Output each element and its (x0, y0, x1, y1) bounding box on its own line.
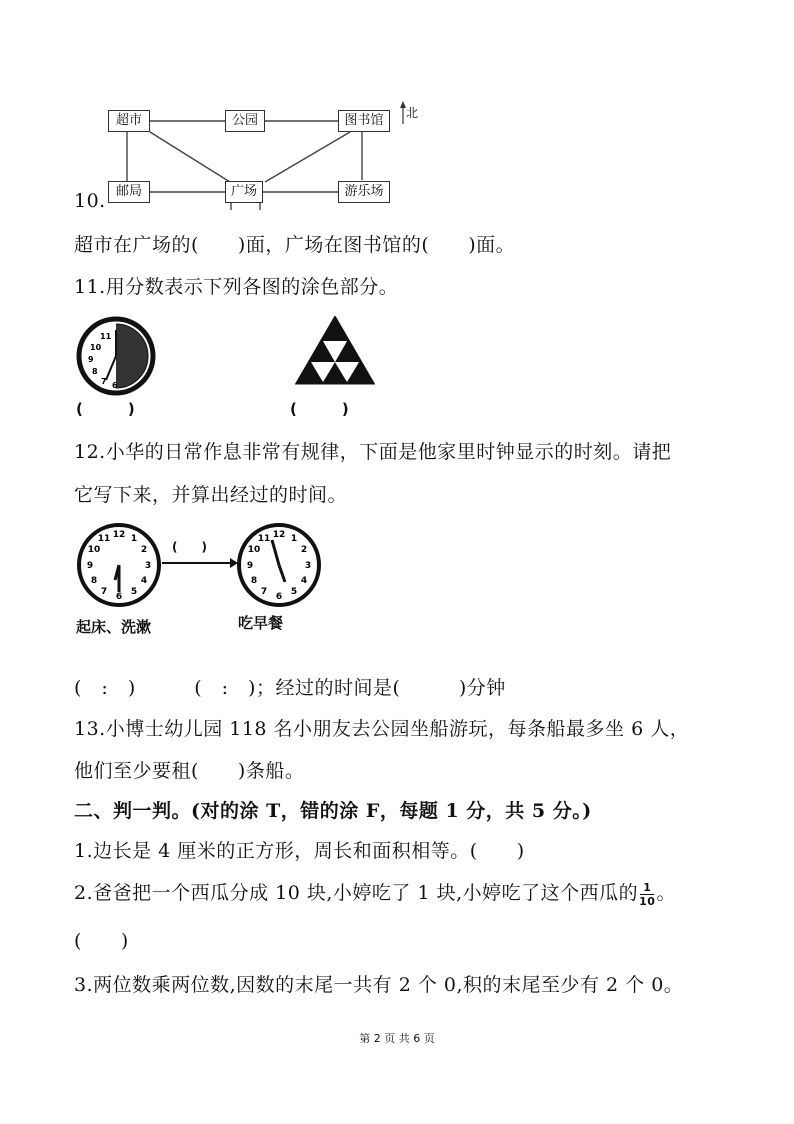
north-label: 北 (406, 106, 419, 120)
q12-text-line1: 12.小华的日常作息非常有规律，下面是他家里时钟显示的时刻。请把 (74, 441, 672, 463)
map-figure (100, 100, 420, 210)
judge-2-text: 2.爸爸把一个西瓜分成 10 块,小婷吃了 1 块,小婷吃了这个西瓜的 (74, 882, 639, 904)
judge-2 (74, 878, 676, 907)
svg-text:4: 4 (300, 576, 308, 586)
q12-answer-line[interactable]: ( : ) ( : )；经过的时间是( )分钟 (74, 677, 506, 699)
svg-text:5: 5 (130, 587, 138, 597)
q10-number: 10. (74, 190, 106, 212)
svg-text:10: 10 (247, 545, 261, 555)
map-place-post-office: 邮局 (108, 181, 150, 203)
svg-text:7: 7 (260, 587, 268, 597)
fraction-numerator: 1 (643, 880, 652, 894)
q11-text: 11.用分数表示下列各图的涂色部分。 (74, 276, 399, 298)
fraction-one-tenth (639, 882, 655, 907)
fraction-denominator: 10 (639, 894, 656, 908)
svg-text:8: 8 (92, 367, 98, 376)
svg-text:8: 8 (90, 576, 98, 586)
svg-text:7: 7 (100, 587, 108, 597)
svg-text:10: 10 (90, 343, 102, 352)
page-footer: 第 2 页 共 6 页 (359, 1032, 435, 1045)
map-place-park: 公园 (225, 110, 265, 132)
clock-label-breakfast: 吃早餐 (238, 614, 284, 632)
map-place-playground: 游乐场 (338, 181, 390, 203)
section2-title: 二、判一判。(对的涂 T，错的涂 F，每题 1 分，共 5 分。) (74, 800, 592, 822)
map-place-square: 广场 (225, 181, 263, 203)
judge-2-end: 。 (656, 882, 676, 904)
judge-1: 1.边长是 4 厘米的正方形，周长和面积相等。( ) (74, 840, 525, 862)
svg-text:12: 12 (272, 530, 286, 540)
svg-text:9: 9 (86, 561, 94, 571)
svg-text:8: 8 (250, 576, 258, 586)
shaded-triangle-figure (295, 316, 375, 386)
svg-text:10: 10 (87, 545, 101, 555)
q10-text: 超市在广场的( )面，广场在图书馆的( )面。 (74, 234, 516, 256)
svg-text:11: 11 (257, 534, 271, 544)
svg-text:6: 6 (115, 592, 123, 602)
svg-text:11: 11 (100, 332, 112, 341)
judge-3: 3.两位数乘两位数,因数的末尾一共有 2 个 0,积的末尾至少有 2 个 0。 (74, 974, 684, 996)
svg-text:5: 5 (290, 587, 298, 597)
q13-text-line1: 13.小博士幼儿园 118 名小朋友去公园坐船游玩，每条船最多坐 6 人， (74, 718, 690, 740)
svg-text:1: 1 (290, 534, 298, 544)
svg-text:1: 1 (130, 534, 138, 544)
svg-text:7: 7 (101, 377, 107, 386)
clock-breakfast (236, 522, 322, 608)
svg-text:3: 3 (144, 561, 152, 571)
svg-text:2: 2 (300, 545, 308, 555)
svg-text:3: 3 (304, 561, 312, 571)
svg-text:6: 6 (112, 381, 118, 390)
svg-text:9: 9 (88, 355, 94, 364)
clock-label-wakeup: 起床、洗漱 (76, 618, 152, 636)
svg-text:9: 9 (246, 561, 254, 571)
svg-text:2: 2 (140, 545, 148, 555)
svg-text:4: 4 (140, 576, 148, 586)
judge-2-blank[interactable]: ( ) (74, 930, 129, 952)
q12-text-line2: 它写下来，并算出经过的时间。 (74, 484, 348, 506)
arrow-blank[interactable]: ( ) (172, 540, 207, 554)
shaded-clock-figure (76, 316, 156, 396)
map-place-library: 图书馆 (338, 110, 390, 132)
q11-answer-blank-2[interactable]: ( ) (290, 400, 349, 418)
arrow-connector (160, 553, 240, 573)
svg-text:6: 6 (275, 592, 283, 602)
q11-answer-blank-1[interactable]: ( ) (76, 400, 135, 418)
clock-wakeup (76, 522, 162, 608)
map-place-supermarket: 超市 (108, 110, 150, 132)
svg-text:12: 12 (112, 530, 126, 540)
svg-text:11: 11 (97, 534, 111, 544)
q13-text-line2: 他们至少要租( )条船。 (74, 760, 305, 782)
